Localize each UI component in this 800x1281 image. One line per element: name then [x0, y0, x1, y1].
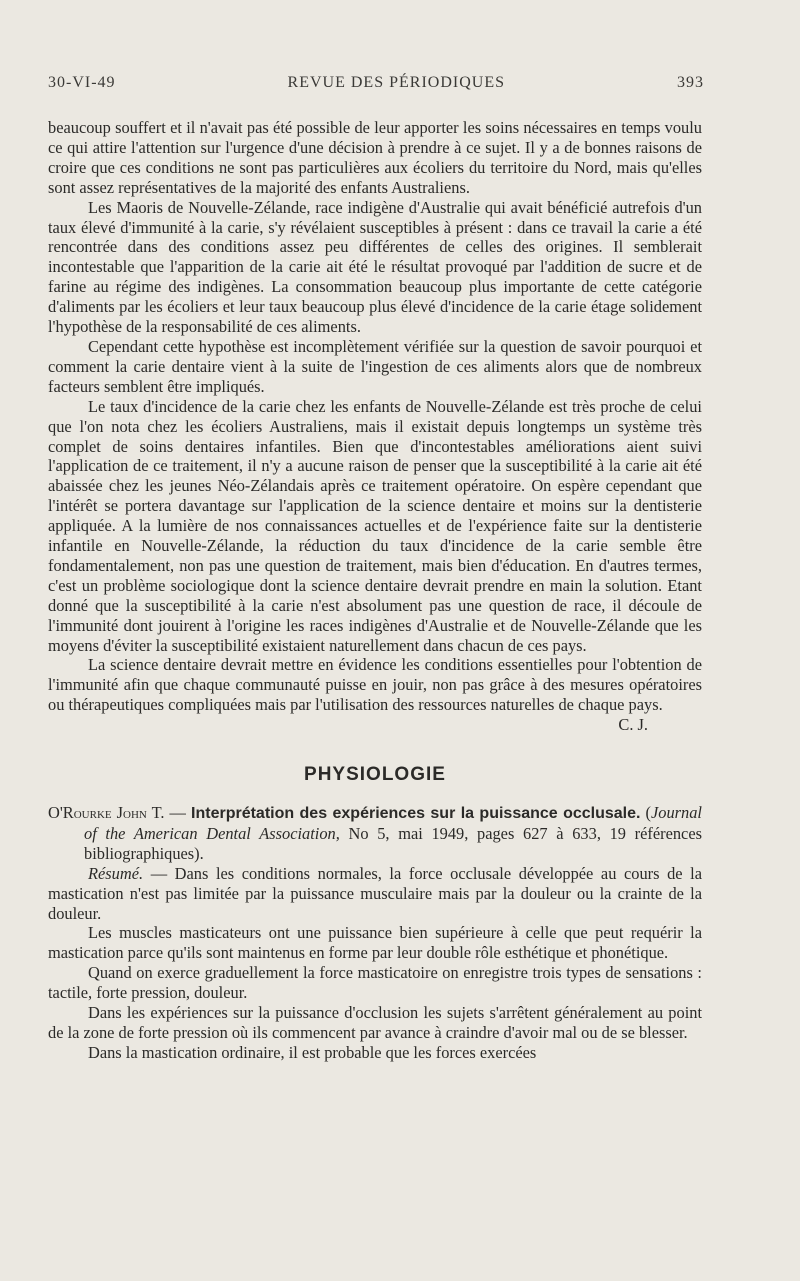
page-number: 393 — [677, 74, 704, 91]
reference-details: No 5, mai 1949, pages 627 à 633, 19 références bibliographiques). — [84, 823, 702, 863]
bibliographic-reference — [48, 803, 702, 864]
running-header — [48, 74, 704, 92]
resume-paragraph-3: Quand on exerce graduellement la force masticatoire on enregistre trois types de sensations : tactile, forte pression, douleur. — [48, 963, 702, 1003]
reference-open-paren: ( — [645, 803, 651, 822]
paragraph-1: beaucoup souffert et il n'avait pas été possible de leur apporter les soins nécessaires en temps voulu ce qui attire l'attention sur l'urgence d'une décision à prendre à ce sujet. Il y a de bonnes raisons de croire que ces conditions ne sont pas particulières aux écoliers du territoire du Nord, mais qu'elles sont assez représentatives de la majorité des enfants Australiens. — [48, 118, 702, 197]
reference-journal: Journal of the American Dental Association, — [84, 803, 702, 843]
paragraph-3: Cependant cette hypothèse est incomplètement vérifiée sur la question de savoir pourquoi et comment la carie dentaire vient à la suite de l'ingestion de ces aliments alors que de nombreux facteurs semblent être impliqués. — [48, 336, 702, 396]
section-title: PHYSIOLOGIE — [304, 764, 446, 786]
paragraph-2: Les Maoris de Nouvelle-Zélande, race indigène d'Australie qui avait bénéficié autrefois d'un taux élevé d'immunité à la carie, s'y révélaient susceptibles à présent : dans ce travail la carie a été rencontrée dans des conditions assez peu différentes de celles des origines. Il semblerait incontestable que l'apparition de la carie ait été le résultat provoqué par l'addition de sucre et de farine au régime des indigènes. La consommation beaucoup plus importante de cette catégorie d'aliments par les écoliers et leur taux beaucoup plus élevé d'incidence de la carie étage solidement l'hypothèse de la responsabilité de ces aliments. — [48, 197, 702, 337]
resume-text-1: — Dans les conditions normales, la force occlusale développée au cours de la mastication n'est pas limitée par la puissance musculaire mais par la douleur ou la crainte de la douleur. — [48, 863, 702, 923]
reference-author: O'Rourke John T. — — [48, 803, 186, 822]
resume-label: Résumé. — [88, 863, 144, 883]
article-body — [48, 118, 702, 1063]
resume-paragraph-2: Les muscles masticateurs ont une puissance bien supérieure à celle que peut requérir la mastication parce qu'ils sont maintenus en forme par leur double rôle esthétique et phonétique. — [48, 923, 702, 963]
author-initials: C. J. — [618, 715, 648, 735]
resume-paragraph-1 — [48, 864, 702, 924]
header-journal-title: REVUE DES PÉRIODIQUES — [287, 74, 505, 91]
paragraph-4: Le taux d'incidence de la carie chez les enfants de Nouvelle-Zélande est très proche de celui que l'on nota chez les écoliers Australiens, mais il existait depuis longtemps un système très complet de soins dentaires infantiles. Bien que d'incontestables améliorations aient suivi l'application de ce traitement, il n'y a aucune raison de penser que la susceptibilité à la carie ait été abaissée chez les jeunes Néo-Zélandais après ce traitement opératoire. On espère cependant que l'intérêt se portera davantage sur l'application de la science dentaire et moins sur la dentisterie appliquée. A la lumière de nos connaissances actuelles et de l'expérience faite sur la dentisterie infantile en Nouvelle-Zélande, la réduction du taux d'incidence de la carie semble être fondamentalement, non pas une question de traitement, mais bien d'éducation. En d'autres termes, c'est un problème sociologique dont la science dentaire devrait prendre en main la solution. Etant donné que la susceptibilité à la carie n'est absolument pas une question de race, il découle de l'immunité dont jouirent à l'origine les races indigènes d'Australie et de Nouvelle-Zélande que les moyens d'éviter la susceptibilité existaient naturellement dans chacun de ces pays. — [48, 396, 702, 655]
resume-paragraph-4: Dans les expériences sur la puissance d'occlusion les sujets s'arrêtent généralement au point de la zone de forte pression où ils commencent par avance à craindre d'avoir mal ou de se blesser. — [48, 1003, 702, 1042]
reference-title: Interprétation des expériences sur la puissance occlusale. — [191, 805, 641, 822]
header-date: 30-VI-49 — [48, 74, 116, 91]
resume-paragraph-5: Dans la mastication ordinaire, il est probable que les forces exercées — [88, 1042, 537, 1062]
paragraph-5: La science dentaire devrait mettre en évidence les conditions essentielles pour l'obtention de l'immunité afin que chaque communauté puisse en jouir, non pas grâce à des mesures opératoires ou thérapeutiques compliquées mais par l'utilisation des ressources naturelles de chaque pays. — [48, 655, 702, 715]
